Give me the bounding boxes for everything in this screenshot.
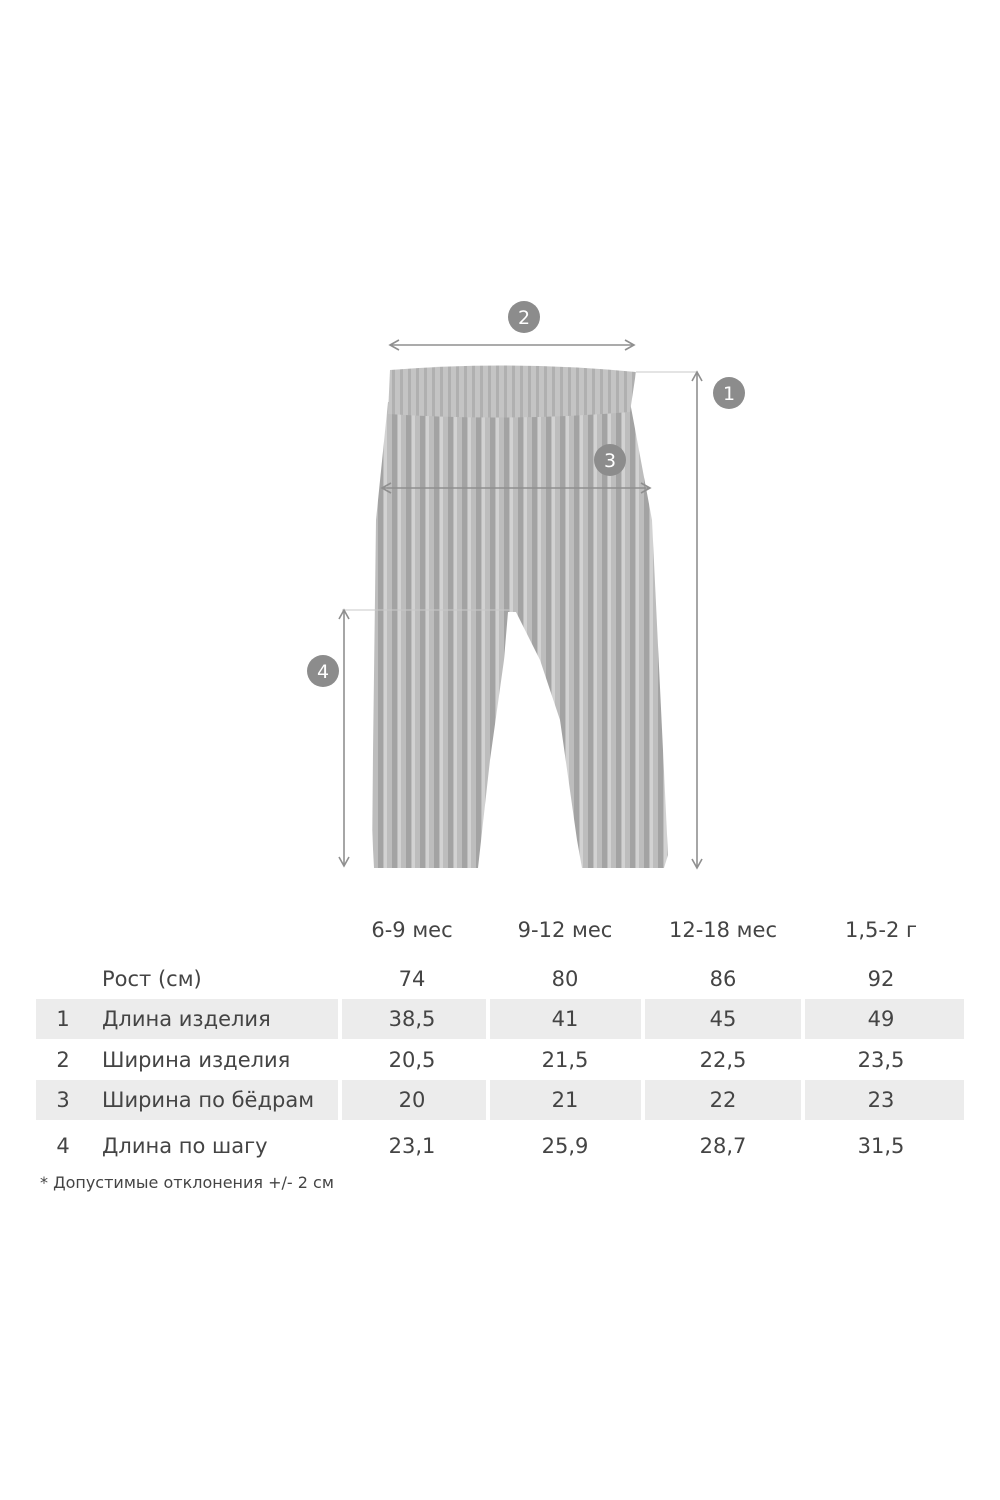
- pants-illustration: [372, 402, 668, 868]
- marker-1: [713, 377, 745, 409]
- table-cell: 74: [398, 967, 426, 991]
- row-number: 2: [56, 1048, 70, 1072]
- row-number: 3: [56, 1088, 70, 1112]
- table-cell: 25,9: [541, 1134, 589, 1158]
- column-header: 6-9 мес: [371, 918, 453, 942]
- row-label: Ширина изделия: [102, 1048, 291, 1072]
- table-row-height: [36, 959, 964, 999]
- table-cell: 22: [709, 1088, 737, 1112]
- table-row-width: [36, 1040, 964, 1080]
- table-cell: 21,5: [541, 1048, 589, 1072]
- row-label: Длина по шагу: [102, 1134, 268, 1158]
- table-cell: 80: [551, 967, 579, 991]
- table-row-inseam: [36, 1126, 964, 1166]
- row-number: 1: [56, 1007, 70, 1031]
- svg-text:3: 3: [603, 450, 617, 472]
- table-cell: 22,5: [699, 1048, 747, 1072]
- column-header: 1,5-2 г: [844, 918, 918, 942]
- table-cell: 23,1: [388, 1134, 436, 1158]
- table-cell: 23,5: [857, 1048, 905, 1072]
- svg-text:1: 1: [722, 383, 736, 405]
- table-cell: 31,5: [857, 1134, 905, 1158]
- table-cell: 23: [867, 1088, 895, 1112]
- table-row-hip-width: [36, 1080, 964, 1120]
- table-cell: 38,5: [388, 1007, 436, 1031]
- table-cell: 41: [551, 1007, 579, 1031]
- measure-arrow-2: [390, 340, 634, 350]
- table-cell: 92: [867, 967, 895, 991]
- table-cell: 45: [709, 1007, 737, 1031]
- table-row-length: [36, 999, 964, 1039]
- row-label: Длина изделия: [102, 1007, 271, 1031]
- row-number: 4: [56, 1134, 70, 1158]
- marker-3: [594, 444, 626, 476]
- marker-4: [307, 655, 339, 687]
- table-cell: 20,5: [388, 1048, 436, 1072]
- table-cell: 20: [398, 1088, 426, 1112]
- tolerance-note: * Допустимые отклонения +/- 2 см: [40, 1173, 334, 1192]
- svg-text:4: 4: [316, 661, 330, 683]
- row-label: Ширина по бёдрам: [102, 1088, 315, 1112]
- table-cell: 21: [551, 1088, 579, 1112]
- column-header: 12-18 мес: [668, 918, 777, 942]
- table-cell: 49: [867, 1007, 895, 1031]
- measure-arrow-4: [339, 610, 349, 866]
- marker-2: [508, 301, 540, 333]
- row-label: Рост (см): [102, 967, 202, 991]
- pants-waistband: [388, 365, 636, 417]
- row-number: [56, 959, 70, 999]
- svg-text:2: 2: [517, 307, 531, 329]
- table-cell: 28,7: [699, 1134, 747, 1158]
- column-header: 9-12 мес: [517, 918, 613, 942]
- table-cell: 86: [709, 967, 737, 991]
- measure-arrow-1: [692, 372, 702, 868]
